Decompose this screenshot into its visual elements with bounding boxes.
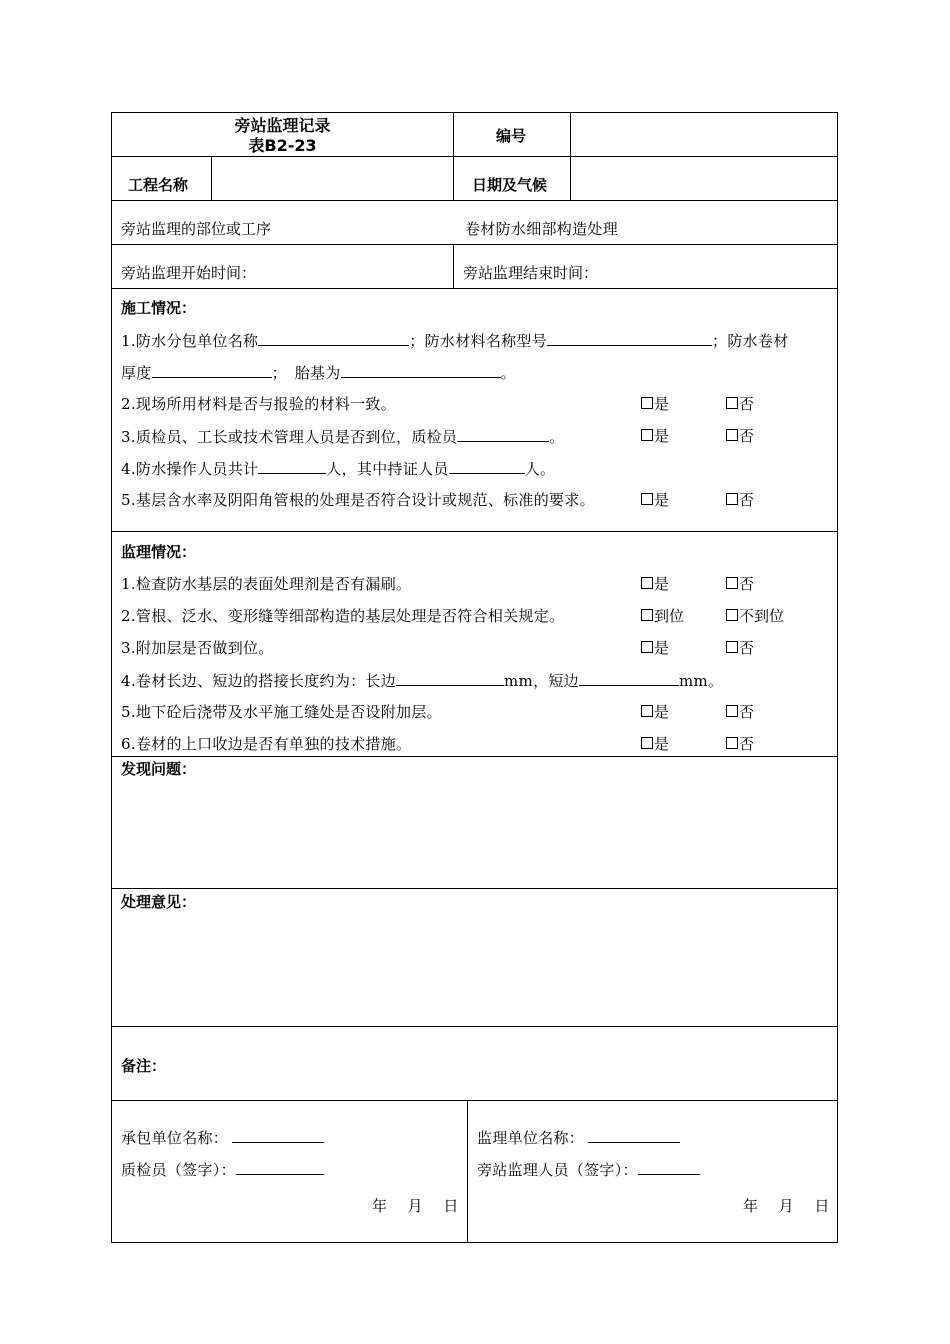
item-text: 3.质检员、工长或技术管理人员是否到位，质检员 (121, 428, 458, 446)
sup1-yes-checkbox[interactable] (641, 575, 669, 593)
sup3-yes-checkbox[interactable] (641, 639, 669, 657)
construction-item-3 (121, 427, 565, 446)
checkbox-icon (641, 641, 653, 653)
supervision-item-5: 5.地下砼后浇带及水平施工缝处是否设附加层。 (121, 703, 442, 721)
checkbox-icon (726, 493, 738, 505)
option-label: 是 (654, 703, 670, 721)
option-label: 否 (739, 575, 755, 593)
sup5-yes-checkbox[interactable] (641, 703, 669, 721)
checkbox-icon (726, 397, 738, 409)
supervisor-unit-signature (477, 1128, 680, 1147)
option-label: 否 (739, 491, 755, 509)
checkbox-icon (641, 493, 653, 505)
certified-blank[interactable] (449, 459, 525, 474)
number-field[interactable] (574, 116, 834, 154)
column-divider (467, 1100, 468, 1243)
item5-yes-checkbox[interactable] (641, 491, 669, 509)
inspector-blank[interactable] (457, 427, 549, 442)
option-label: 是 (654, 427, 670, 445)
option-label: 否 (739, 639, 755, 657)
option-label: 否 (739, 427, 755, 445)
inspector-signature (121, 1160, 324, 1179)
signature-label: 承包单位名称： (121, 1129, 229, 1147)
construction-item-1-cont (121, 363, 516, 382)
option-label: 不到位 (739, 607, 785, 625)
checkbox-icon (726, 641, 738, 653)
item-text: 4.卷材长边、短边的搭接长度约为：长边 (121, 672, 397, 690)
supervisor-person-signature (477, 1160, 700, 1179)
item-text: 。 (500, 364, 516, 382)
item-text: 厚度 (121, 364, 152, 382)
row-divider (111, 756, 838, 757)
signature-label: 监理单位名称： (477, 1129, 585, 1147)
construction-item-1 (121, 331, 789, 350)
supervision-item-1: 1.检查防水基层的表面处理剂是否有漏刷。 (121, 575, 412, 593)
item3-no-checkbox[interactable] (726, 427, 754, 445)
checkbox-icon (641, 577, 653, 589)
item-text: ；防水卷材 (712, 332, 789, 350)
item-text: 1.防水分包单位名称 (121, 332, 259, 350)
item-text: 4.防水操作人员共计 (121, 460, 259, 478)
item2-no-checkbox[interactable] (726, 395, 754, 413)
supervision-item-3: 3.附加层是否做到位。 (121, 639, 274, 657)
date-left: 年 月 日 (372, 1197, 459, 1215)
opinion-heading: 处理意见： (121, 893, 197, 911)
short-side-blank[interactable] (579, 671, 679, 686)
signature-label: 质检员（签字）： (121, 1161, 236, 1179)
supervisor-unit-blank[interactable] (588, 1128, 680, 1143)
option-label: 是 (654, 735, 670, 753)
column-divider (453, 244, 454, 288)
signature-label: 旁站监理人员（签字）： (477, 1161, 638, 1179)
position-value: 卷材防水细部构造处理 (465, 220, 619, 238)
problems-heading: 发现问题： (121, 760, 197, 778)
item2-yes-checkbox[interactable] (641, 395, 669, 413)
form-title: 旁站监理记录 (234, 116, 331, 135)
project-name-field[interactable] (215, 160, 449, 198)
position-label: 旁站监理的部位或工序 (121, 220, 272, 238)
row-divider (111, 156, 838, 157)
contractor-signature (121, 1128, 324, 1147)
item-text: ；防水材料名称型号 (409, 332, 548, 350)
subcontractor-blank[interactable] (258, 331, 409, 346)
row-divider (111, 244, 838, 245)
option-label: 到位 (654, 607, 685, 625)
supervision-item-6: 6.卷材的上口收边是否有单独的技术措施。 (121, 735, 412, 753)
workers-blank[interactable] (258, 459, 326, 474)
sup3-no-checkbox[interactable] (726, 639, 754, 657)
row-divider (111, 1100, 838, 1101)
row-divider (111, 888, 838, 889)
thickness-blank[interactable] (152, 363, 272, 378)
checkbox-icon (726, 705, 738, 717)
remarks-heading: 备注： (121, 1057, 167, 1075)
material-model-blank[interactable] (547, 331, 712, 346)
option-label: 是 (654, 575, 670, 593)
number-label: 编号 (496, 127, 527, 145)
row-divider (111, 288, 838, 289)
checkbox-icon (641, 609, 653, 621)
item-text: 。 (549, 428, 565, 446)
project-name-label: 工程名称 (128, 176, 189, 194)
construction-item-2: 2.现场所用材料是否与报验的材料一致。 (121, 395, 397, 413)
sup2-in-place-checkbox[interactable] (641, 607, 684, 625)
sup2-not-in-place-checkbox[interactable] (726, 607, 784, 625)
supervisor-person-blank[interactable] (638, 1160, 700, 1175)
row-divider (111, 1026, 838, 1027)
supervision-item-4 (121, 671, 723, 690)
sup6-no-checkbox[interactable] (726, 735, 754, 753)
opinion-field[interactable] (121, 915, 831, 1020)
date-right: 年 月 日 (743, 1197, 830, 1215)
column-divider (570, 112, 571, 200)
sup6-yes-checkbox[interactable] (641, 735, 669, 753)
checkbox-icon (641, 429, 653, 441)
checkbox-icon (641, 397, 653, 409)
item-text: mm。 (678, 672, 724, 690)
contractor-blank[interactable] (232, 1128, 324, 1143)
checkbox-icon (726, 429, 738, 441)
base-blank[interactable] (341, 363, 501, 378)
start-time-label: 旁站监理开始时间： (121, 264, 257, 282)
item-text: 人。 (524, 460, 556, 478)
date-weather-field[interactable] (574, 160, 834, 198)
checkbox-icon (726, 737, 738, 749)
construction-item-4 (121, 459, 555, 478)
construction-heading: 施工情况： (121, 299, 197, 317)
item-text: 人，其中持证人员 (326, 460, 449, 478)
option-label: 否 (739, 703, 755, 721)
checkbox-icon (641, 737, 653, 749)
option-label: 是 (654, 639, 670, 657)
checkbox-icon (726, 577, 738, 589)
form-code: 表B2-23 (248, 136, 317, 155)
item5-no-checkbox[interactable] (726, 491, 754, 509)
supervision-heading: 监理情况： (121, 543, 197, 561)
sup1-no-checkbox[interactable] (726, 575, 754, 593)
checkbox-icon (641, 705, 653, 717)
inspector-signature-blank[interactable] (236, 1160, 324, 1175)
long-side-blank[interactable] (396, 671, 504, 686)
row-divider (111, 200, 838, 201)
option-label: 否 (739, 395, 755, 413)
option-label: 是 (654, 491, 670, 509)
checkbox-icon (726, 609, 738, 621)
item-text: mm，短边 (504, 672, 579, 690)
option-label: 是 (654, 395, 670, 413)
supervision-item-2: 2.管根、泛水、变形缝等细部构造的基层处理是否符合相关规定。 (121, 607, 565, 625)
problems-field[interactable] (121, 782, 831, 882)
date-weather-label: 日期及气候 (472, 176, 548, 194)
construction-item-5: 5.基层含水率及阴阳角管根的处理是否符合设计或规范、标准的要求。 (121, 491, 595, 509)
column-divider (453, 112, 454, 200)
option-label: 否 (739, 735, 755, 753)
item-text: ； 胎基为 (271, 364, 341, 382)
column-divider (211, 156, 212, 200)
sup5-no-checkbox[interactable] (726, 703, 754, 721)
item3-yes-checkbox[interactable] (641, 427, 669, 445)
end-time-label: 旁站监理结束时间： (463, 264, 599, 282)
row-divider (111, 531, 838, 532)
